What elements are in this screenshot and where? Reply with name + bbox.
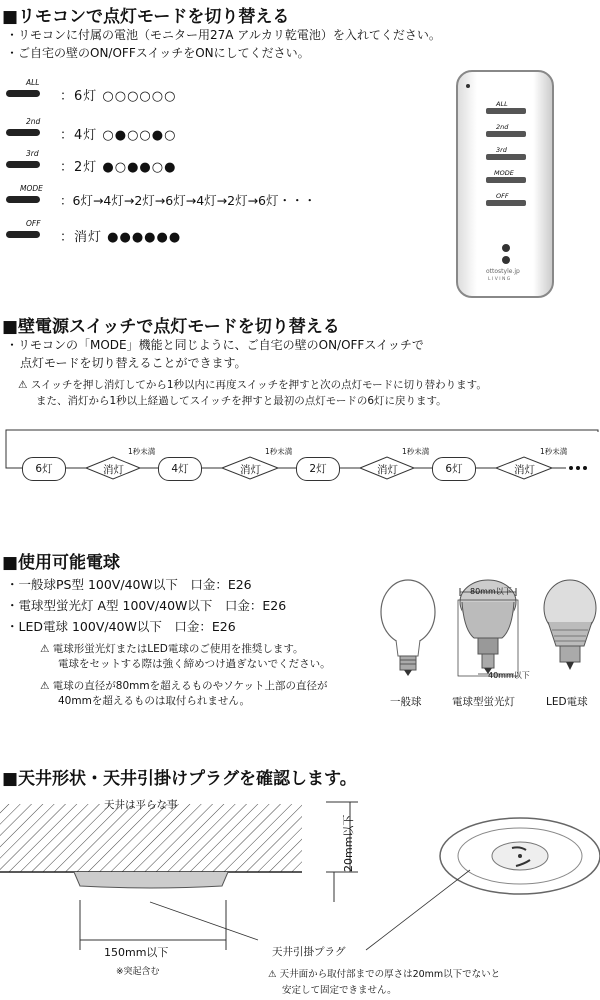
flow-timing-label: 1秒未満 — [128, 447, 156, 456]
flow-off-label: 消灯 — [103, 464, 124, 476]
button-icon — [6, 129, 40, 136]
button-icon — [6, 161, 40, 168]
warning-icon: ⚠ — [268, 969, 277, 980]
bulb-spec: ・電球型蛍光灯 A型 100V/40W以下 口金：E26 — [6, 598, 287, 613]
button-icon — [6, 196, 40, 203]
height-limit-label: 20mm以下 — [342, 814, 355, 872]
remote-button-group — [486, 80, 526, 220]
mode-description: ：消灯 ●●●●●● — [60, 230, 182, 245]
mode-description: ：6灯→4灯→2灯→6灯→4灯→2灯→6灯・・・ — [60, 193, 317, 208]
flow-state: 2灯 — [296, 457, 340, 481]
remote-button-label: MODE — [494, 169, 514, 177]
warning-text: スイッチを押し消灯してから1秒以内に再度スイッチを押すと次の点灯モードに切り替わります。 — [30, 379, 487, 391]
sensor-dot-icon — [502, 244, 510, 252]
remote-button-mode[interactable] — [486, 177, 526, 183]
bulb-spec: ・LED電球 100V/40W以下 口金：E26 — [6, 619, 236, 634]
ceiling-plug-icon — [440, 818, 600, 894]
section1-line1: ・リモコンに付属の電池（モニター用27A アルカリ乾電池）を入れてください。 — [6, 28, 441, 42]
switch-flow-diagram — [0, 428, 600, 492]
warning-icon: ⚠ — [40, 643, 50, 655]
bulb-label: 一般球 — [390, 696, 422, 708]
remote-button-label: OFF — [496, 192, 509, 200]
flow-state: 4灯 — [158, 457, 202, 481]
flow-state: 6灯 — [22, 457, 66, 481]
width-limit-label: 150mm以下 — [104, 946, 169, 959]
section2-line2: 点灯モードを切り替えることができます。 — [20, 356, 247, 370]
flow-state: 6灯 — [432, 457, 476, 481]
warning-icon: ⚠ — [40, 680, 50, 692]
incandescent-bulb-icon — [381, 580, 435, 676]
led-indicator — [466, 84, 470, 88]
bulb-label: LED電球 — [546, 696, 588, 708]
section2-warning — [18, 377, 487, 392]
section1-title: ■リモコンで点灯モードを切り替える — [2, 7, 290, 27]
ceiling-plug-label: 天井引掛プラグ — [272, 946, 346, 958]
section1-line2: ・ご自宅の壁のON/OFFスイッチをONにしてください。 — [6, 46, 310, 60]
remote-brand-sub: L I V I N G — [488, 277, 511, 282]
bulb-note-2: 40mmを超えるものは取付られません。 — [58, 695, 250, 707]
mode-button-label: OFF — [26, 219, 41, 228]
dimension-40mm: 40mm以下 — [488, 671, 530, 680]
dimension-80mm: 80mm以下 — [470, 587, 512, 596]
mode-button-label: 2nd — [26, 117, 41, 126]
flow-timing-label: 1秒未満 — [265, 447, 293, 456]
section4-title: ■天井形状・天井引掛けプラグを確認します。 — [2, 769, 357, 789]
bulb-label: 電球型蛍光灯 — [452, 696, 515, 708]
mode-description: ：4灯 ○●○○●○ — [60, 128, 177, 143]
bulb-note — [40, 678, 327, 693]
section2-title: ■壁電源スイッチで点灯モードを切り替える — [2, 317, 340, 337]
flat-ceiling-label: 天井は平らな事 — [104, 799, 178, 811]
warning-icon: ⚠ — [18, 379, 28, 391]
remote-button-3rd[interactable] — [486, 154, 526, 160]
remote-button-all[interactable] — [486, 108, 526, 114]
warning-text: 天井面から取付部までの厚さは20mm以下でないと — [279, 969, 501, 980]
remote-button-label: 2nd — [496, 123, 509, 131]
sensor-dot-icon — [502, 256, 510, 264]
section3-title: ■使用可能電球 — [2, 553, 121, 573]
bulb-note-2: 電球をセットする際は強く締めつけ過ぎないでください。 — [58, 658, 331, 670]
remote-brand: ottostyle.jp — [486, 268, 520, 275]
mode-button-label: MODE — [20, 184, 43, 193]
led-bulb-icon — [544, 580, 596, 670]
width-note: ※突起含む — [116, 967, 160, 977]
flow-off-label: 消灯 — [377, 464, 398, 476]
mode-description: ：2灯 ●○●●○● — [60, 160, 177, 175]
ceiling-warning-2: 安定して固定できません。 — [282, 985, 397, 996]
ceiling-warning — [268, 966, 500, 980]
button-icon — [6, 231, 40, 238]
bulb-note — [40, 641, 304, 656]
note-text: 電球の直径が80mmを超えるものやソケット上部の直径が — [52, 680, 328, 692]
remote-button-label: ALL — [496, 100, 508, 108]
remote-button-label: 3rd — [496, 146, 507, 154]
button-icon — [6, 90, 40, 97]
mode-description: ：6灯 ○○○○○○ — [60, 89, 177, 104]
remote-button-2nd[interactable] — [486, 131, 526, 137]
flow-timing-label: 1秒未満 — [540, 447, 568, 456]
flow-timing-label: 1秒未満 — [402, 447, 430, 456]
flow-off-label: 消灯 — [240, 464, 261, 476]
remote-button-off[interactable] — [486, 200, 526, 206]
remote-control — [456, 70, 554, 298]
mode-button-label: 3rd — [26, 149, 39, 158]
mode-button-label: ALL — [26, 78, 40, 87]
flow-off-label: 消灯 — [514, 464, 535, 476]
bulb-spec: ・一般球PS型 100V/40W以下 口金：E26 — [6, 577, 252, 592]
section2-warning-2: また、消灯から1秒以上経過してスイッチを押すと最初の点灯モードの6灯に戻ります。 — [36, 395, 447, 407]
section2-line1: ・リモコンの「MODE」機能と同じように、ご自宅の壁のON/OFFスイッチで — [6, 338, 424, 352]
note-text: 電球形蛍光灯またはLED電球のご使用を推奨します。 — [52, 643, 304, 655]
